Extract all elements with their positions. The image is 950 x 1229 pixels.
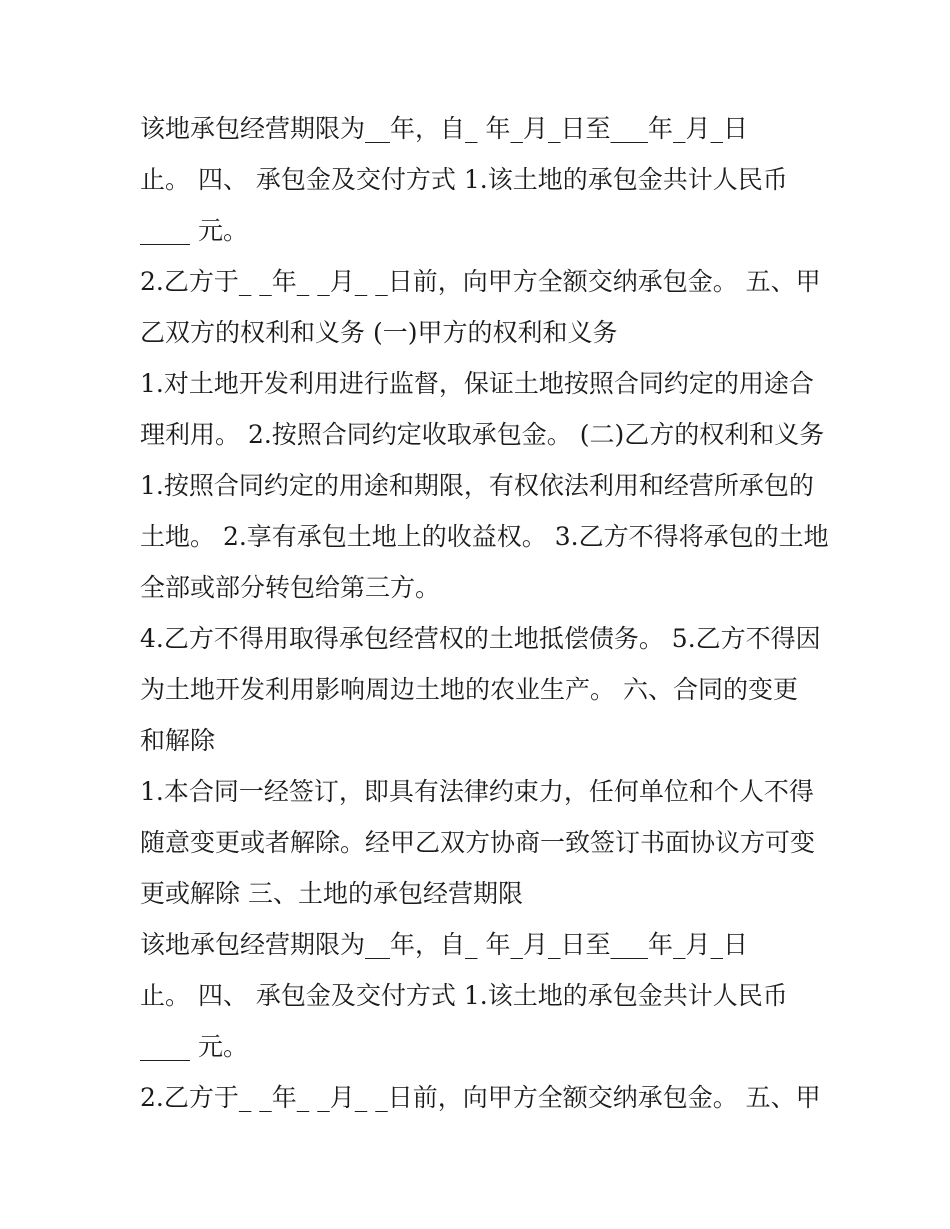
text-line: 为土地开发利用影响周边土地的农业生产。 六、合同的变更 <box>140 675 798 704</box>
text-line: 随意变更或者解除。经甲乙双方协商一致签订书面协议方可变 <box>140 828 816 857</box>
text-line: 止。 四、 承包金及交付方式 1.该土地的承包金共计人民币 <box>140 165 788 194</box>
text-line: 乙双方的权利和义务 (一)甲方的权利和义务 <box>140 318 618 347</box>
text-line: 2.乙方于_ _年_ _月_ _日前，向甲方全额交纳承包金。 五、甲 <box>140 267 821 296</box>
text-line: 1.对土地开发利用进行监督，保证土地按照合同约定的用途合 <box>140 369 814 398</box>
text-line: 1.本合同一经签订，即具有法律约束力，任何单位和个人不得 <box>140 777 814 806</box>
text-line: 该地承包经营期限为__年，自_ 年_月_日至___年_月_日 <box>140 114 748 143</box>
contract-body-text <box>140 103 829 1123</box>
text-line: 4.乙方不得用取得承包经营权的土地抵偿债务。 5.乙方不得因 <box>140 624 821 653</box>
text-line: 1.按照合同约定的用途和期限，有权依法利用和经营所承包的 <box>140 471 814 500</box>
text-line: ____ 元。 <box>140 216 248 245</box>
text-line: 理利用。 2.按照合同约定收取承包金。 (二)乙方的权利和义务 <box>140 420 825 449</box>
text-line: 和解除 <box>140 726 216 755</box>
text-line: 该地承包经营期限为__年，自_ 年_月_日至___年_月_日 <box>140 930 748 959</box>
text-line: 更或解除 三、土地的承包经营期限 <box>140 879 523 908</box>
text-line: 土地。 2.享有承包土地上的收益权。 3.乙方不得将承包的土地 <box>140 522 829 551</box>
text-line: ____ 元。 <box>140 1032 248 1061</box>
text-line: 止。 四、 承包金及交付方式 1.该土地的承包金共计人民币 <box>140 981 788 1010</box>
text-line: 全部或部分转包给第三方。 <box>140 573 441 602</box>
text-line: 2.乙方于_ _年_ _月_ _日前，向甲方全额交纳承包金。 五、甲 <box>140 1083 821 1112</box>
